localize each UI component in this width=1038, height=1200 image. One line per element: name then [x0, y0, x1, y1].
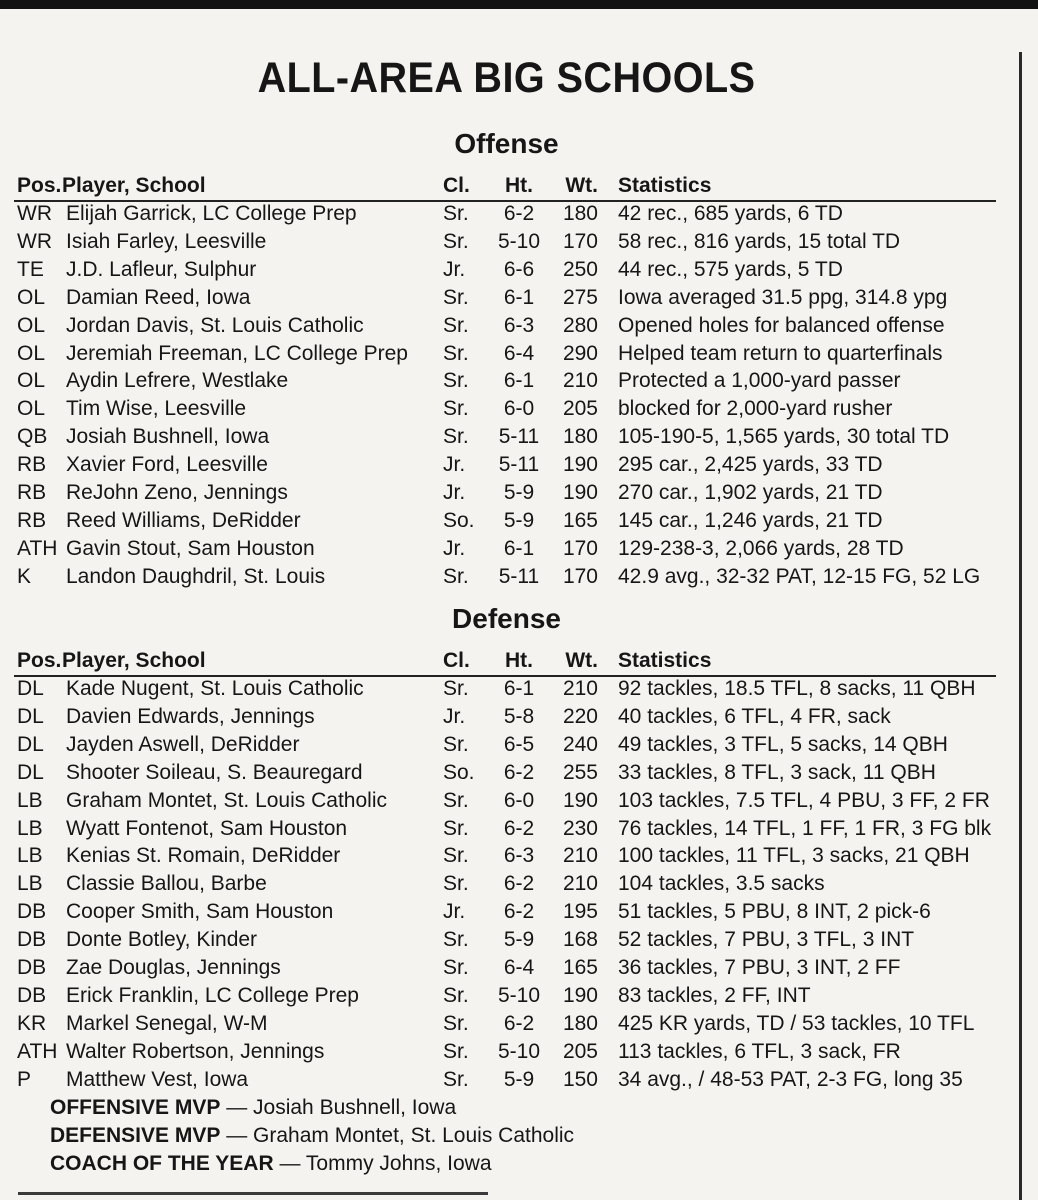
- cell-position: DB: [17, 900, 47, 924]
- cell-weight: 195: [562, 900, 598, 924]
- cell-class: Jr.: [443, 481, 466, 504]
- cell-statistics: 113 tackles, 6 TFL, 3 sack, FR: [618, 1039, 901, 1063]
- cell-weight: 168: [562, 928, 598, 952]
- cell-position: DL: [17, 677, 44, 700]
- award-label: OFFENSIVE MVP: [50, 1096, 221, 1119]
- cell-height: 5-11: [498, 453, 540, 477]
- cell-weight: 170: [562, 536, 598, 560]
- cell-height: 6-1: [503, 677, 535, 700]
- award-value: — Tommy Johns, Iowa: [273, 1152, 492, 1175]
- cell-player-school: Shooter Soileau, S. Beauregard: [66, 760, 363, 784]
- cell-height: 6-1: [503, 285, 535, 309]
- cell-position: RB: [17, 508, 47, 532]
- page-title: ALL-AREA BIG SCHOOLS: [257, 54, 756, 102]
- cell-statistics: 51 tackles, 5 PBU, 8 INT, 2 pick-6: [618, 900, 931, 924]
- cell-statistics: 425 KR yards, TD / 53 tackles, 10 TFL: [618, 1011, 975, 1035]
- cell-height: 6-2: [503, 202, 535, 225]
- cell-position: LB: [17, 844, 43, 868]
- award-label: DEFENSIVE MVP: [50, 1124, 221, 1147]
- cell-class: Sr.: [443, 677, 469, 700]
- cell-height: 5-11: [498, 564, 540, 588]
- col-player: Player, School: [62, 649, 206, 672]
- cell-class: Sr.: [443, 369, 469, 393]
- top-border-rule: [0, 0, 1038, 9]
- right-column-rule: [1019, 52, 1022, 1200]
- cell-position: KR: [17, 1011, 47, 1035]
- cell-class: So.: [443, 760, 475, 784]
- cell-class: Jr.: [443, 704, 466, 728]
- cell-statistics: Opened holes for balanced offense: [618, 313, 945, 337]
- cell-class: Sr.: [443, 732, 469, 756]
- cell-weight: 280: [562, 313, 598, 337]
- cell-class: Sr.: [443, 564, 469, 588]
- table-row: [0, 228, 1010, 256]
- cell-statistics: Helped team return to quarterfinals: [618, 341, 943, 365]
- cell-statistics: Iowa averaged 31.5 ppg, 314.8 ypg: [618, 285, 948, 309]
- table-row: [0, 367, 1010, 395]
- cell-position: P: [17, 1067, 32, 1091]
- cell-position: LB: [17, 788, 43, 812]
- cell-class: Sr.: [443, 928, 469, 952]
- cell-height: 5-9: [503, 508, 535, 532]
- cell-weight: 240: [562, 732, 598, 756]
- cell-player-school: Aydin Lefrere, Westlake: [66, 369, 289, 393]
- cell-statistics: 92 tackles, 18.5 TFL, 8 sacks, 11 QBH: [618, 677, 976, 700]
- cell-class: Sr.: [443, 285, 469, 309]
- table-row: [0, 870, 1010, 898]
- cell-statistics: 105-190-5, 1,565 yards, 30 total TD: [618, 425, 950, 449]
- award-value: — Josiah Bushnell, Iowa: [220, 1096, 457, 1119]
- cell-statistics: blocked for 2,000-yard rusher: [618, 397, 893, 421]
- cell-weight: 210: [562, 677, 598, 700]
- col-class: Cl.: [443, 174, 470, 197]
- cell-height: 6-1: [503, 369, 535, 393]
- table-row: [0, 312, 1010, 340]
- table-row: [0, 451, 1010, 479]
- cell-position: OL: [17, 285, 46, 309]
- table-row: [0, 340, 1010, 368]
- cell-class: Sr.: [443, 341, 469, 365]
- cell-position: WR: [17, 202, 52, 225]
- cell-weight: 210: [562, 844, 598, 868]
- cell-height: 5-8: [503, 704, 535, 728]
- cell-statistics: 49 tackles, 3 TFL, 5 sacks, 14 QBH: [618, 732, 948, 756]
- cell-weight: 150: [562, 1067, 598, 1091]
- cell-height: 6-4: [503, 341, 535, 365]
- cell-player-school: Zae Douglas, Jennings: [66, 956, 281, 979]
- cell-player-school: Isiah Farley, Leesville: [66, 229, 267, 253]
- cell-weight: 180: [562, 202, 598, 225]
- cell-position: RB: [17, 453, 47, 477]
- col-statistics: Statistics: [618, 649, 712, 672]
- cell-height: 6-2: [503, 900, 535, 924]
- cell-position: ATH: [17, 1039, 58, 1063]
- cell-weight: 210: [562, 872, 598, 896]
- table-row: [0, 1038, 1010, 1066]
- cell-weight: 250: [562, 257, 598, 281]
- cell-height: 6-6: [503, 257, 535, 281]
- cell-weight: 165: [562, 508, 598, 532]
- cell-height: 6-2: [503, 1011, 535, 1035]
- cell-height: 6-2: [503, 816, 535, 840]
- cell-statistics: 103 tackles, 7.5 TFL, 4 PBU, 3 FF, 2 FR: [618, 788, 990, 812]
- award-line: [50, 1150, 492, 1178]
- table-row: [0, 563, 1010, 591]
- cell-statistics: 100 tackles, 11 TFL, 3 sacks, 21 QBH: [618, 844, 970, 868]
- cell-player-school: Classie Ballou, Barbe: [66, 872, 267, 896]
- cell-class: Sr.: [443, 872, 469, 896]
- defense-heading: Defense: [452, 603, 561, 634]
- cell-player-school: Damian Reed, Iowa: [66, 285, 251, 309]
- cell-weight: 170: [562, 564, 598, 588]
- cell-player-school: Donte Botley, Kinder: [66, 928, 258, 952]
- cell-player-school: ReJohn Zeno, Jennings: [66, 481, 288, 504]
- cell-weight: 275: [562, 285, 598, 309]
- table-row: [0, 787, 1010, 815]
- cell-height: 5-10: [497, 229, 541, 253]
- cell-class: Sr.: [443, 1011, 469, 1035]
- cell-height: 5-9: [503, 928, 535, 952]
- cell-player-school: Elijah Garrick, LC College Prep: [66, 202, 357, 225]
- col-pos: Pos.: [17, 649, 62, 672]
- cell-class: Jr.: [443, 453, 466, 477]
- table-row: [0, 675, 1010, 703]
- cell-class: Sr.: [443, 229, 469, 253]
- cell-class: So.: [443, 508, 475, 532]
- col-pos: Pos.: [17, 174, 62, 197]
- cell-position: QB: [17, 425, 48, 449]
- cell-position: OL: [17, 397, 46, 421]
- award-line: [50, 1094, 456, 1122]
- cell-player-school: Gavin Stout, Sam Houston: [66, 536, 315, 560]
- cell-class: Jr.: [443, 536, 466, 560]
- cell-weight: 190: [562, 481, 598, 504]
- cell-player-school: Markel Senegal, W-M: [66, 1011, 268, 1035]
- col-player: Player, School: [62, 174, 206, 197]
- cell-height: 5-11: [498, 425, 540, 449]
- cell-statistics: 129-238-3, 2,066 yards, 28 TD: [618, 536, 904, 560]
- cell-weight: 165: [562, 956, 598, 979]
- col-weight: Wt.: [565, 649, 598, 672]
- defense-column-header: [0, 647, 1010, 675]
- table-row: [0, 759, 1010, 787]
- table-row: [0, 423, 1010, 451]
- cell-weight: 205: [562, 397, 598, 421]
- cell-player-school: Erick Franklin, LC College Prep: [66, 983, 359, 1007]
- cell-position: ATH: [17, 536, 58, 560]
- cell-height: 5-9: [503, 481, 535, 504]
- cell-weight: 205: [562, 1039, 598, 1063]
- cell-player-school: Jordan Davis, St. Louis Catholic: [66, 313, 364, 337]
- offense-heading: Offense: [454, 128, 559, 159]
- cell-position: DL: [17, 704, 44, 728]
- table-row: [0, 731, 1010, 759]
- cell-player-school: Josiah Bushnell, Iowa: [66, 425, 270, 449]
- table-row: [0, 898, 1010, 926]
- table-row: [0, 479, 1010, 507]
- cell-weight: 255: [562, 760, 598, 784]
- cell-class: Sr.: [443, 788, 469, 812]
- cell-height: 6-2: [503, 760, 535, 784]
- cell-weight: 190: [562, 453, 598, 477]
- cell-position: K: [17, 564, 32, 588]
- table-row: [0, 200, 1010, 228]
- cell-position: DB: [17, 928, 47, 952]
- cell-player-school: Kade Nugent, St. Louis Catholic: [66, 677, 364, 700]
- cell-player-school: Kenias St. Romain, DeRidder: [66, 844, 341, 868]
- cell-weight: 180: [562, 425, 598, 449]
- cell-height: 5-9: [503, 1067, 535, 1091]
- cell-position: DL: [17, 732, 44, 756]
- cell-weight: 190: [562, 788, 598, 812]
- cell-player-school: J.D. Lafleur, Sulphur: [66, 257, 257, 281]
- cell-class: Jr.: [443, 257, 466, 281]
- cell-position: OL: [17, 369, 46, 393]
- cell-position: WR: [17, 229, 52, 253]
- award-value: — Graham Montet, St. Louis Catholic: [220, 1124, 575, 1147]
- cell-weight: 170: [562, 229, 598, 253]
- cell-position: DB: [17, 956, 47, 979]
- cell-statistics: 83 tackles, 2 FF, INT: [618, 983, 811, 1007]
- table-row: [0, 842, 1010, 870]
- cell-class: Sr.: [443, 956, 469, 979]
- table-row: [0, 507, 1010, 535]
- table-row: [0, 1010, 1010, 1038]
- cell-position: OL: [17, 341, 46, 365]
- cell-player-school: Davien Edwards, Jennings: [66, 704, 315, 728]
- table-row: [0, 256, 1010, 284]
- table-row: [0, 954, 1010, 982]
- cell-position: RB: [17, 481, 47, 504]
- cell-position: TE: [17, 257, 44, 281]
- cell-statistics: 76 tackles, 14 TFL, 1 FF, 1 FR, 3 FG blk: [618, 816, 992, 840]
- col-statistics: Statistics: [618, 174, 712, 197]
- cell-statistics: 40 tackles, 6 TFL, 4 FR, sack: [618, 704, 891, 728]
- cell-class: Sr.: [443, 397, 469, 421]
- cell-statistics: Protected a 1,000-yard passer: [618, 369, 901, 393]
- cell-player-school: Landon Daughdril, St. Louis: [66, 564, 326, 588]
- cell-player-school: Matthew Vest, Iowa: [66, 1067, 249, 1091]
- cell-player-school: Wyatt Fontenot, Sam Houston: [66, 816, 348, 840]
- cell-class: Sr.: [443, 1067, 469, 1091]
- cell-statistics: 42 rec., 685 yards, 6 TD: [618, 202, 843, 225]
- col-weight: Wt.: [565, 174, 598, 197]
- offense-column-header: [0, 172, 1010, 200]
- table-row: [0, 395, 1010, 423]
- table-row: [0, 926, 1010, 954]
- col-height: Ht.: [505, 174, 533, 197]
- cell-weight: 210: [562, 369, 598, 393]
- cell-height: 6-1: [503, 536, 535, 560]
- cell-position: LB: [17, 816, 43, 840]
- cell-height: 6-3: [503, 844, 535, 868]
- cell-player-school: Jayden Aswell, DeRidder: [66, 732, 300, 756]
- cell-position: DB: [17, 983, 47, 1007]
- cell-statistics: 42.9 avg., 32-32 PAT, 12-15 FG, 52 LG: [618, 564, 981, 588]
- cell-weight: 180: [562, 1011, 598, 1035]
- cell-height: 6-5: [503, 732, 535, 756]
- cell-weight: 290: [562, 341, 598, 365]
- cell-position: DL: [17, 760, 44, 784]
- cell-class: Sr.: [443, 425, 469, 449]
- cell-height: 6-4: [503, 956, 535, 979]
- cell-player-school: Walter Robertson, Jennings: [66, 1039, 325, 1063]
- award-label: COACH OF THE YEAR: [50, 1152, 274, 1175]
- cell-weight: 190: [562, 983, 598, 1007]
- cell-player-school: Xavier Ford, Leesville: [66, 453, 268, 477]
- cell-player-school: Tim Wise, Leesville: [66, 397, 247, 421]
- col-height: Ht.: [505, 649, 533, 672]
- bottom-rule: [18, 1192, 488, 1195]
- cell-player-school: Reed Williams, DeRidder: [66, 508, 301, 532]
- award-line: [50, 1122, 574, 1150]
- table-row: [0, 535, 1010, 563]
- cell-height: 5-10: [497, 983, 541, 1007]
- cell-player-school: Cooper Smith, Sam Houston: [66, 900, 334, 924]
- cell-class: Sr.: [443, 844, 469, 868]
- cell-position: LB: [17, 872, 43, 896]
- cell-height: 5-10: [497, 1039, 541, 1063]
- cell-statistics: 44 rec., 575 yards, 5 TD: [618, 257, 843, 281]
- table-row: [0, 284, 1010, 312]
- cell-class: Sr.: [443, 202, 469, 225]
- cell-class: Sr.: [443, 313, 469, 337]
- cell-statistics: 145 car., 1,246 yards, 21 TD: [618, 508, 883, 532]
- cell-class: Sr.: [443, 1039, 469, 1063]
- cell-height: 6-3: [503, 313, 535, 337]
- table-row: [0, 815, 1010, 843]
- cell-statistics: 104 tackles, 3.5 sacks: [618, 872, 825, 896]
- cell-statistics: 34 avg., / 48-53 PAT, 2-3 FG, long 35: [618, 1067, 963, 1091]
- cell-class: Sr.: [443, 816, 469, 840]
- cell-statistics: 58 rec., 816 yards, 15 total TD: [618, 229, 901, 253]
- cell-weight: 220: [562, 704, 598, 728]
- cell-player-school: Graham Montet, St. Louis Catholic: [66, 788, 387, 812]
- cell-height: 6-0: [503, 788, 535, 812]
- cell-height: 6-2: [503, 872, 535, 896]
- cell-position: OL: [17, 313, 46, 337]
- cell-statistics: 270 car., 1,902 yards, 21 TD: [618, 481, 883, 504]
- cell-weight: 230: [562, 816, 598, 840]
- cell-class: Jr.: [443, 900, 466, 924]
- table-row: [0, 703, 1010, 731]
- cell-player-school: Jeremiah Freeman, LC College Prep: [66, 341, 408, 365]
- cell-class: Sr.: [443, 983, 469, 1007]
- cell-statistics: 36 tackles, 7 PBU, 3 INT, 2 FF: [618, 956, 901, 979]
- cell-statistics: 33 tackles, 8 TFL, 3 sack, 11 QBH: [618, 760, 936, 784]
- cell-statistics: 52 tackles, 7 PBU, 3 TFL, 3 INT: [618, 928, 915, 952]
- col-class: Cl.: [443, 649, 470, 672]
- table-row: [0, 1066, 1010, 1094]
- cell-statistics: 295 car., 2,425 yards, 33 TD: [618, 453, 883, 477]
- table-row: [0, 982, 1010, 1010]
- cell-height: 6-0: [503, 397, 535, 421]
